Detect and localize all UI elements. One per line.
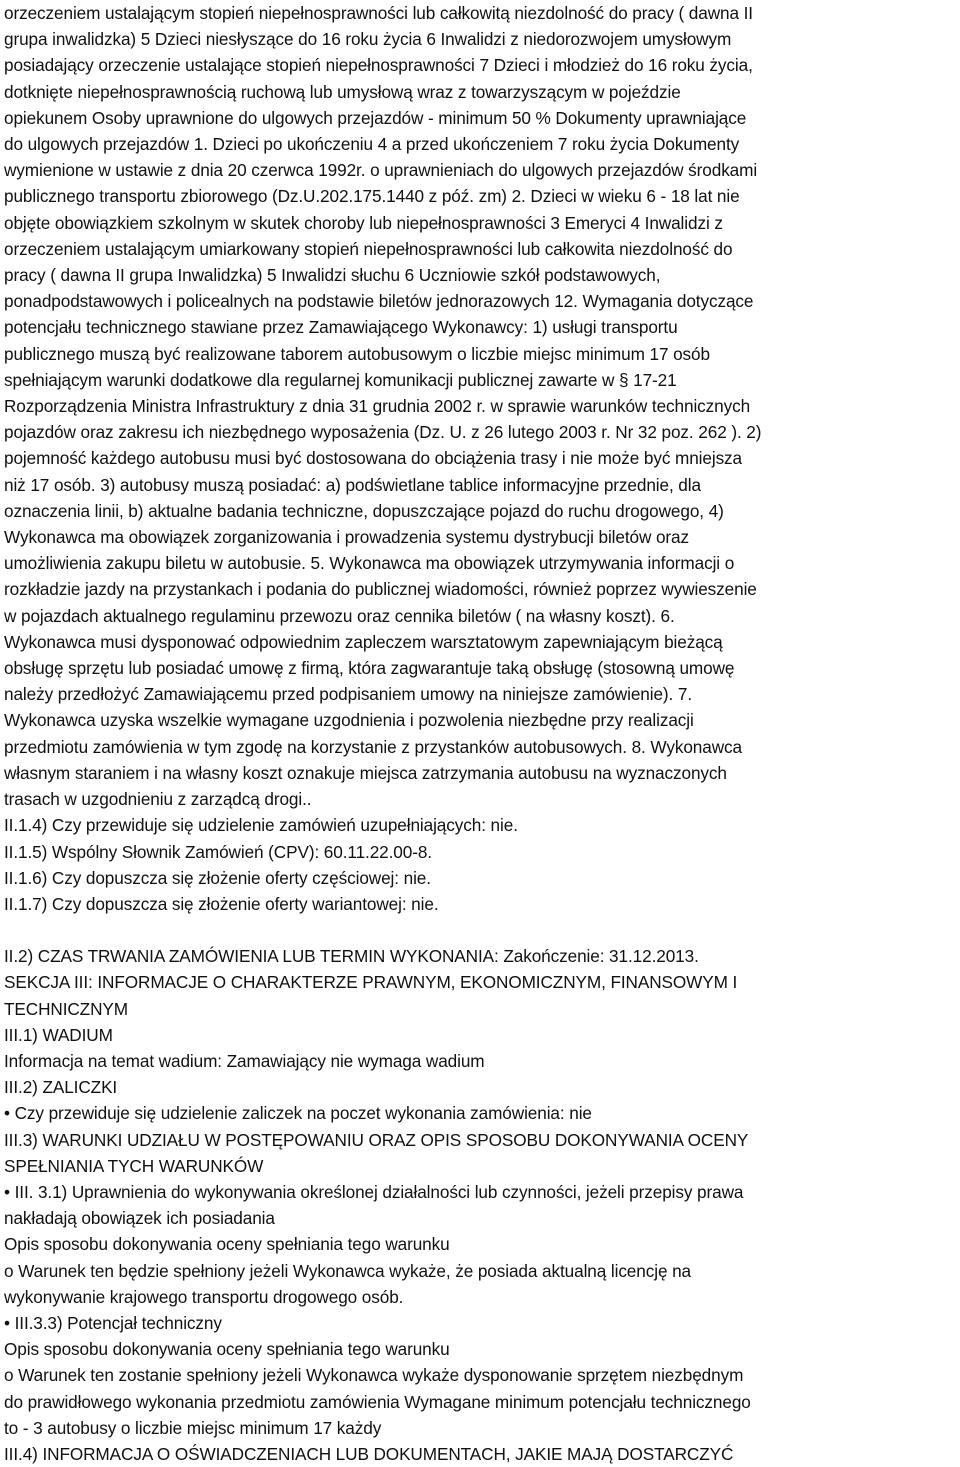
section-text-line: • III.3.3) Potencjał techniczny: [4, 1312, 222, 1333]
section-text-line: o Warunek ten będzie spełniony jeżeli Wykonawca wykaże, że posiada aktualną licencję na: [4, 1260, 691, 1281]
section-text-line: Opis sposobu dokonywania oceny spełniania tego warunku: [4, 1339, 450, 1360]
document-body-section-2: [4, 943, 960, 1467]
section-text-line: • Czy przewiduje się udzielenie zaliczek na poczet wykonania zamówienia: nie: [4, 1103, 592, 1124]
section-gap: [4, 917, 960, 943]
section-text-line: do prawidłowego wykonania przedmiotu zamówienia Wymagane minimum potencjału technicznego: [4, 1391, 751, 1412]
section-text-line: III.1) WADIUM: [4, 1024, 113, 1045]
text-line: Rozporządzenia Ministra Infrastruktury z dnia 31 grudnia 2002 r. w sprawie warunków technicznych: [4, 396, 751, 417]
section-text-line: II.2) CZAS TRWANIA ZAMÓWIENIA LUB TERMIN WYKONANIA: Zakończenie: 31.12.2013.: [4, 946, 699, 967]
section-text-line: TECHNICZNYM: [4, 998, 128, 1019]
text-line: spełniającym warunki dodatkowe dla regularnej komunikacji publicznej zawarte w § 17-21: [4, 369, 677, 390]
text-line: II.1.7) Czy dopuszcza się złożenie oferty wariantowej: nie.: [4, 893, 439, 914]
text-line: pracy ( dawna II grupa Inwalidzka) 5 Inwalidzi słuchu 6 Uczniowie szkół podstawowych,: [4, 265, 661, 286]
text-line: orzeczeniem ustalającym stopień niepełnosprawności lub całkowitą niezdolność do pracy ( dawna II: [4, 3, 753, 23]
section-text-line: nakładają obowiązek ich posiadania: [4, 1208, 275, 1229]
section-text-line: III.2) ZALICZKI: [4, 1077, 118, 1098]
text-line: posiadający orzeczenie ustalające stopień niepełnosprawności 7 Dzieci i młodzież do 16 roku życia,: [4, 55, 753, 76]
text-line: Wykonawca musi dysponować odpowiednim zapleczem warsztatowym zapewniającym bieżącą: [4, 631, 723, 652]
text-line: rozkładzie jazdy na przystankach i podania do publicznej wiadomości, również poprzez wywieszenie: [4, 579, 757, 600]
section-text-line: SEKCJA III: INFORMACJE O CHARAKTERZE PRAWNYM, EKONOMICZNYM, FINANSOWYM I: [4, 972, 738, 993]
text-line: pojemność każdego autobusu musi być dostosowana do obciążenia trasy i nie może być mniejsza: [4, 448, 743, 469]
section-text-line: Informacja na temat wadium: Zamawiający nie wymaga wadium: [4, 1050, 485, 1071]
text-line: wymienione w ustawie z dnia 20 czerwca 1992r. o uprawnieniach do ulgowych przejazdów środkami: [4, 160, 758, 181]
text-line: obsługę sprzętu lub posiadać umowę z firmą, która zagwarantuje taką obsługę (stosowną umowę: [4, 658, 735, 679]
text-line: II.1.6) Czy dopuszcza się złożenie oferty częściowej: nie.: [4, 867, 431, 888]
text-line: orzeczeniem ustalającym umiarkowany stopień niepełnosprawności lub całkowita niezdolność do: [4, 238, 733, 259]
text-line: umożliwienia zakupu biletu w autobusie. 5. Wykonawca ma obowiązek utrzymywania informacji o: [4, 553, 735, 574]
text-line: II.1.4) Czy przewiduje się udzielenie zamówień uzupełniających: nie.: [4, 815, 518, 836]
text-line: objęte obowiązkiem szkolnym w skutek choroby lub niepełnosprawności 3 Emeryci 4 Inwalidzi z: [4, 212, 723, 233]
section-text-line: Opis sposobu dokonywania oceny spełniania tego warunku: [4, 1234, 450, 1255]
text-line: własnym staraniem i na własny koszt oznakuje miejsca zatrzymania autobusu na wyznaczonych: [4, 762, 727, 783]
section-text-line: III.3) WARUNKI UDZIAŁU W POSTĘPOWANIU ORAZ OPIS SPOSOBU DOKONYWANIA OCENY: [4, 1129, 749, 1150]
document-body-section-1: [4, 0, 960, 917]
section-text-line: SPEŁNIANIA TYCH WARUNKÓW: [4, 1155, 264, 1176]
text-line: przedmiotu zamówienia w tym zgodę na korzystanie z przystanków autobusowych. 8. Wykonawca: [4, 736, 742, 757]
text-line: publicznego transportu zbiorowego (Dz.U.202.175.1440 z póź. zm) 2. Dzieci w wieku 6 - 18 lat nie: [4, 186, 740, 207]
text-line: II.1.5) Wspólny Słownik Zamówień (CPV): 60.11.22.00-8.: [4, 841, 432, 862]
text-line: ponadpodstawowych i policealnych na podstawie biletów jednorazowych 12. Wymagania dotyczące: [4, 291, 754, 312]
text-line: trasach w uzgodnieniu z zarządcą drogi..: [4, 789, 312, 810]
text-line: publicznego muszą być realizowane taborem autobusowym o liczbie miejsc minimum 17 osób: [4, 343, 710, 364]
text-line: dotknięte niepełnosprawnością ruchową lub umysłową wraz z towarzyszącym w pojeździe: [4, 81, 681, 102]
section-text-line: • III. 3.1) Uprawnienia do wykonywania określonej działalności lub czynności, jeżeli przepisy prawa: [4, 1181, 744, 1202]
text-line: Wykonawca ma obowiązek zorganizowania i prowadzenia systemu dystrybucji biletów oraz: [4, 527, 689, 548]
section-text-line: to - 3 autobusy o liczbie miejsc minimum 17 każdy: [4, 1417, 382, 1438]
text-line: opiekunem Osoby uprawnione do ulgowych przejazdów - minimum 50 % Dokumenty uprawniające: [4, 107, 747, 128]
section-text-line: III.4) INFORMACJA O OŚWIADCZENIACH LUB DOKUMENTACH, JAKIE MAJĄ DOSTARCZYĆ: [4, 1443, 734, 1464]
text-line: grupa inwalidzka) 5 Dzieci niesłyszące do 16 roku życia 6 Inwalidzi z niedorozwojem umysłowym: [4, 29, 732, 50]
text-line: należy przedłożyć Zamawiającemu przed podpisaniem umowy na niniejsze zamówienie). 7.: [4, 684, 693, 705]
section-text-line: o Warunek ten zostanie spełniony jeżeli Wykonawca wykaże dysponowanie sprzętem niezbędnym: [4, 1365, 744, 1386]
text-line: potencjału technicznego stawiane przez Zamawiającego Wykonawcy: 1) usługi transportu: [4, 317, 678, 338]
text-line: w pojazdach aktualnego regulaminu przewozu oraz cennika biletów ( na własny koszt). 6.: [4, 605, 675, 626]
text-line: pojazdów oraz zakresu ich niezbędnego wyposażenia (Dz. U. z 26 lutego 2003 r. Nr 32 poz. 262 ). 2): [4, 422, 762, 443]
section-text-line: wykonywanie krajowego transportu drogowego osób.: [4, 1286, 404, 1307]
text-line: niż 17 osób. 3) autobusy muszą posiadać: a) podświetlane tablice informacyjne przednie, dla: [4, 474, 701, 495]
text-line: Wykonawca uzyska wszelkie wymagane uzgodnienia i pozwolenia niezbędne przy realizacji: [4, 710, 694, 731]
text-line: do ulgowych przejazdów 1. Dzieci po ukończeniu 4 a przed ukończeniem 7 roku życia Dokumenty: [4, 134, 740, 155]
text-line: oznaczenia linii, b) aktualne badania techniczne, dopuszczające pojazd do ruchu drogowego, 4): [4, 500, 724, 521]
